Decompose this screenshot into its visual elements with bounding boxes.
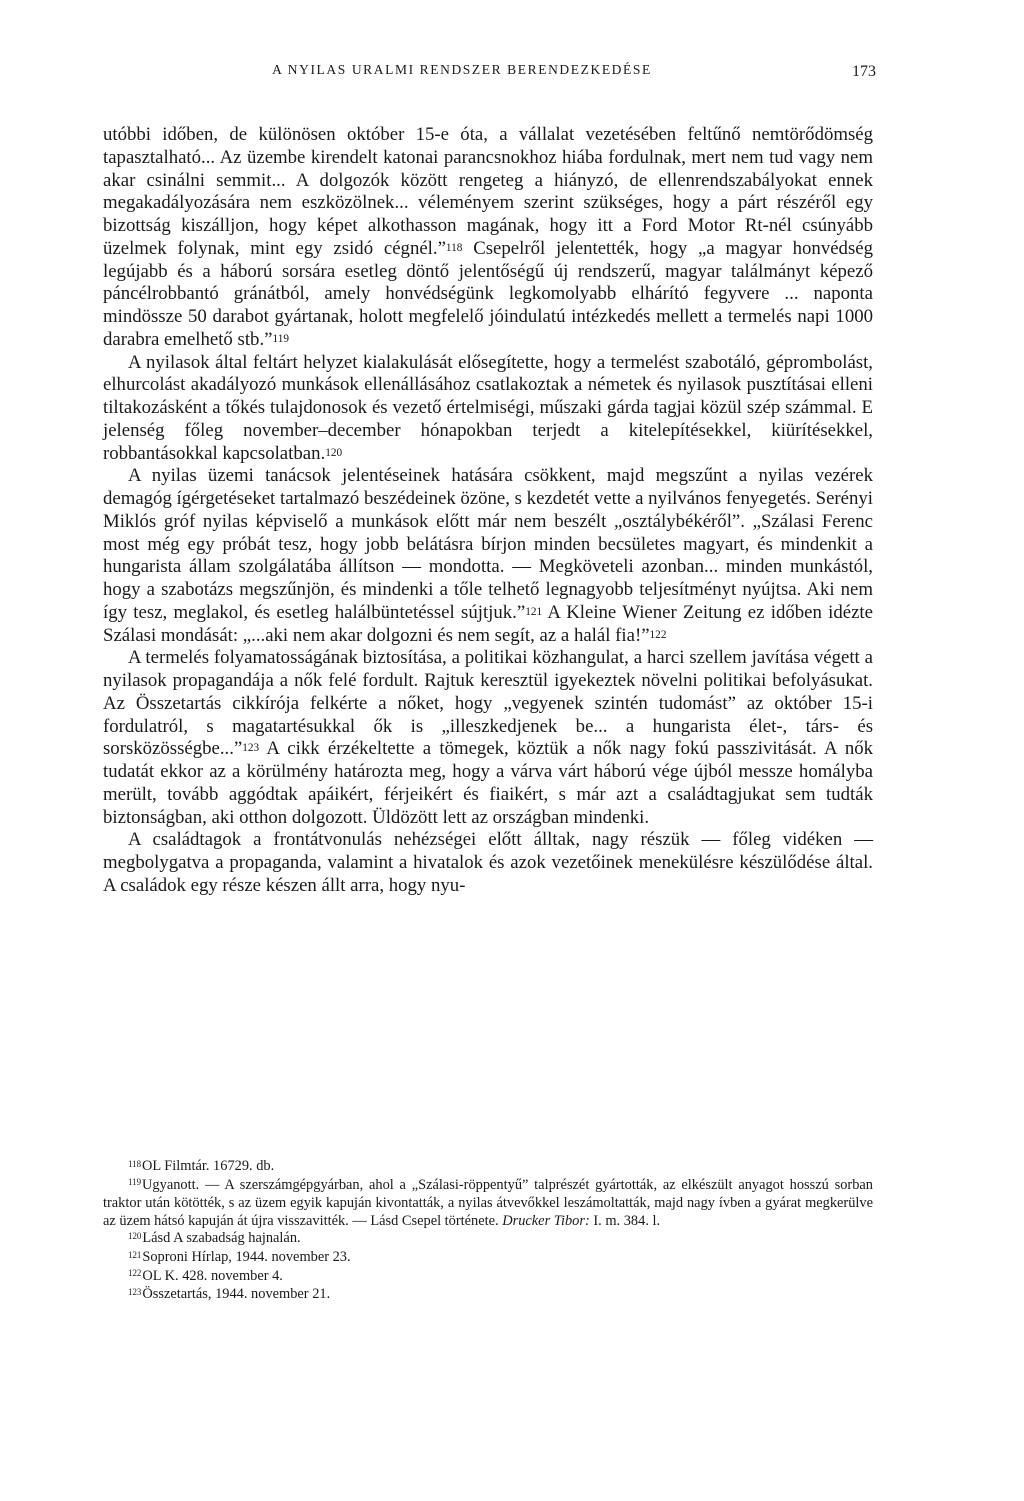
footnote-number: 121 bbox=[128, 1249, 142, 1260]
footnote-120 bbox=[103, 1230, 873, 1249]
footnote-text: Ugyanott. — A szerszámgépgyárban, ahol a „Szálasi-röppentyű” talprészét gyártották, az elkészült anyagot hosszú sorban traktor után kötötték, s az üzem egyik kapuján kivontatták, a nyilas átvevőkkel leszámoltatták, majd nagy ívben a gyárat megkerülve az üzem hátsó kapuján át újra visszavitték. — Lásd Csepel története. bbox=[103, 1176, 873, 1229]
footnote-number: 122 bbox=[128, 1268, 142, 1279]
footnote-text: OL K. 428. november 4. bbox=[142, 1267, 283, 1284]
footnotes bbox=[103, 1158, 873, 1305]
footnote-121 bbox=[103, 1249, 873, 1268]
main-text bbox=[103, 124, 873, 898]
footnote-118 bbox=[103, 1158, 873, 1177]
paragraph-1-text-a: utóbbi időben, de különösen október 15-e óta, a vállalat vezetésében feltűnő nemtörődömség tapasztalható... Az üzembe kirendelt katonai parancsnokhoz hiába fordulnak, mert nem tud vagy nem akar csinálni semmit... A dolgozók között rengeteg a hiányzó, de ellenrendszabályokat ennek megakadályozására nem eszközölnek... véleményem szerint szükséges, hogy a párt részéről egy bizottság kiszálljon, hogy képet alkothasson magának, hogy itt a Ford Motor Rt-nél csúnyább üzelmek folynak, mint egy zsidó cégnél.” bbox=[103, 124, 873, 259]
paragraph-5-text: A családtagok a frontátvonulás nehézségei előtt álltak, nagy részük — főleg vidéken — megbolygatva a propaganda, valamint a hivatalok és azok vezetőinek menekülésre készülődése által. A családok egy része készen állt arra, hogy nyu- bbox=[103, 829, 873, 896]
footnote-text: Soproni Hírlap, 1944. november 23. bbox=[142, 1248, 351, 1265]
footnote-author: Drucker Tibor: bbox=[502, 1212, 590, 1229]
footnote-number: 123 bbox=[128, 1287, 142, 1298]
footnote-ref-122: 122 bbox=[649, 628, 667, 641]
footnote-text: Összetartás, 1944. november 21. bbox=[142, 1286, 331, 1303]
footnote-ref-120: 120 bbox=[325, 446, 343, 459]
footnote-ref-119: 119 bbox=[272, 332, 289, 345]
footnote-number: 120 bbox=[128, 1231, 142, 1242]
footnote-ref-118: 118 bbox=[445, 241, 463, 254]
page-number: 173 bbox=[852, 63, 876, 80]
paragraph-5 bbox=[103, 829, 873, 897]
footnote-ref-121: 121 bbox=[525, 605, 543, 618]
footnote-number: 118 bbox=[128, 1158, 142, 1169]
paragraph-1 bbox=[103, 124, 873, 352]
footnote-123 bbox=[103, 1286, 873, 1305]
footnote-122 bbox=[103, 1268, 873, 1287]
page-header bbox=[0, 62, 1024, 88]
footnote-119 bbox=[103, 1177, 873, 1231]
footnote-number: 119 bbox=[128, 1177, 142, 1188]
footnote-text: Lásd A szabadság hajnalán. bbox=[142, 1230, 301, 1247]
paragraph-4 bbox=[103, 647, 873, 829]
paragraph-3-text-b: A Kleine Wiener Zeitung ez időben idézte Szálasi mondását: „...aki nem akar dolgozni és nem segít, az a halál fia!” bbox=[103, 601, 873, 646]
paragraph-2 bbox=[103, 352, 873, 466]
running-title: A NYILAS URALMI RENDSZER BERENDEZKEDÉSE bbox=[272, 62, 652, 77]
paragraph-2-text: A nyilasok által feltárt helyzet kialakulását elősegítette, hogy a termelést szabotáló, géprombolást, elhurcolást akadályozó munkások ellenállásához csatlakoztak a németek és nyilasok pusztításai elleni tiltakozásként a tőkés tulajdonosok és vezető értelmiségi, műszaki gárda tagjai közül szép számmal. E jelenség főleg november–december hónapokban terjedt a kitelepítésekkel, kiürítésekkel, robbantásokkal kapcsolatban. bbox=[103, 351, 873, 464]
paragraph-3 bbox=[103, 465, 873, 647]
footnote-ref-123: 123 bbox=[242, 742, 260, 755]
footnote-text: I. m. 384. l. bbox=[589, 1212, 661, 1229]
paragraph-1-text-b: Csepelről jelentették, hogy „a magyar honvédség legújabb és a háború sorsára esetleg döntő jelentőségű új rendszerű, magyar találmányt képező páncélrobbantó gránátból, amely honvédségünk legkomolyabb elhárító fegyvere ... naponta mindössze 50 darabot gyártanak, holott megfelelő jóindulatú intézkedés mellett a termelés napi 1000 darabra emelhető stb.” bbox=[103, 237, 873, 350]
paragraph-4-text-b: A cikk érzékeltette a tömegek, köztük a nők nagy fokú passzivitását. A nők tudatát ekkor az a körülmény határozta meg, hogy a várva várt háború vége újból messze homályba merült, tovább aggódtak apáikért, férjeikért és fiaikért, s már azt a családtagjukat sem tudták biztonságban, aki otthon dolgozott. Üldözött lett az országban mindenki. bbox=[103, 738, 873, 828]
paragraph-3-text-a: A nyilas üzemi tanácsok jelentéseinek hatására csökkent, majd megszűnt a nyilas vezérek demagóg ígérgetéseket tartalmazó beszédeinek özöne, s kezdetét vette a nyilvános fenyegetés. Serényi Miklós gróf nyilas képviselő a munkások előtt már nem beszélt „osztálybékéről”. „Szálasi Ferenc most még egy próbát tesz, hogy jobb belátásra bírjon minden becsületes magyart, és mindenkit a hungarista állam szolgálatába állítson — mondotta. — Megköveteli azonban... minden munkástól, hogy a szabotázs megszűnjön, és mindenki a tőle telhető legnagyobb teljesítményt nyújtsa. Aki nem így tesz, meglakol, és esetleg halálbüntetéssel sújtjuk.” bbox=[103, 465, 873, 623]
footnote-text: OL Filmtár. 16729. db. bbox=[142, 1158, 275, 1174]
paragraph-4-text-a: A termelés folyamatosságának biztosítása, a politikai közhangulat, a harci szellem javítása végett a nyilasok propagandája a nők felé fordult. Rajtuk keresztül igyekeztek növelni politikai befolyásukat. Az Összetartás cikkírója felkérte a nőket, hogy „vegyenek szintén tudomást” az október 15-i fordulatról, s magatartésukkal ők is „illeszkedjenek be... a hungarista élet-, társ- és sorsközösségbe...” bbox=[103, 647, 873, 760]
